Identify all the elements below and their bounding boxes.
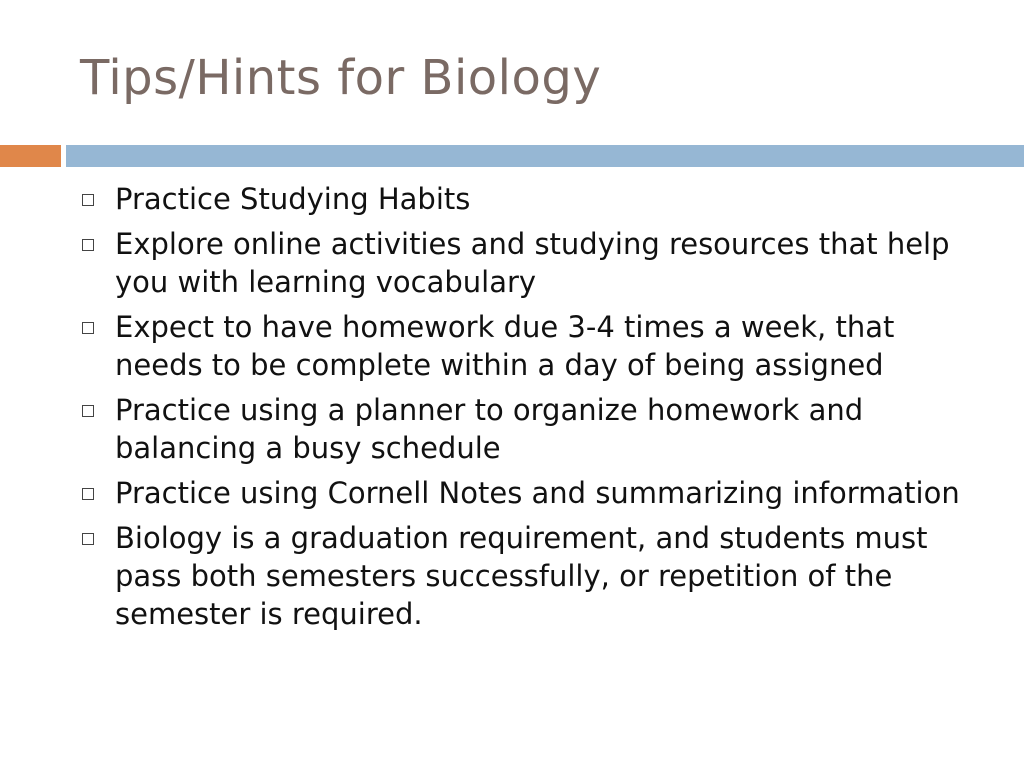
bullet-text: Practice using Cornell Notes and summarizing information bbox=[115, 476, 960, 510]
accent-bar bbox=[0, 145, 61, 167]
square-bullet-icon bbox=[82, 533, 94, 545]
square-bullet-icon bbox=[82, 239, 94, 251]
square-bullet-icon bbox=[82, 405, 94, 417]
bullet-list bbox=[80, 180, 968, 640]
square-bullet-icon bbox=[82, 488, 94, 500]
bullet-text: Biology is a graduation requirement, and students must pass both semesters successfully, or repetition of the semester is required. bbox=[115, 521, 928, 631]
title-divider-bar bbox=[66, 145, 1024, 167]
slide-title: Tips/Hints for Biology bbox=[80, 50, 602, 106]
bullet-item bbox=[80, 308, 960, 384]
bullet-text: Practice Studying Habits bbox=[115, 182, 471, 216]
bullet-item bbox=[80, 180, 960, 218]
bullet-item bbox=[80, 474, 960, 512]
bullet-text: Expect to have homework due 3-4 times a week, that needs to be complete within a day of being assigned bbox=[115, 310, 895, 382]
square-bullet-icon bbox=[82, 194, 94, 206]
bullet-item bbox=[80, 391, 960, 467]
square-bullet-icon bbox=[82, 322, 94, 334]
bullet-item bbox=[80, 225, 968, 301]
bullet-text: Practice using a planner to organize homework and balancing a busy schedule bbox=[115, 393, 864, 465]
bullet-text: Explore online activities and studying resources that help you with learning vocabulary bbox=[115, 227, 968, 299]
bullet-item bbox=[80, 519, 960, 633]
